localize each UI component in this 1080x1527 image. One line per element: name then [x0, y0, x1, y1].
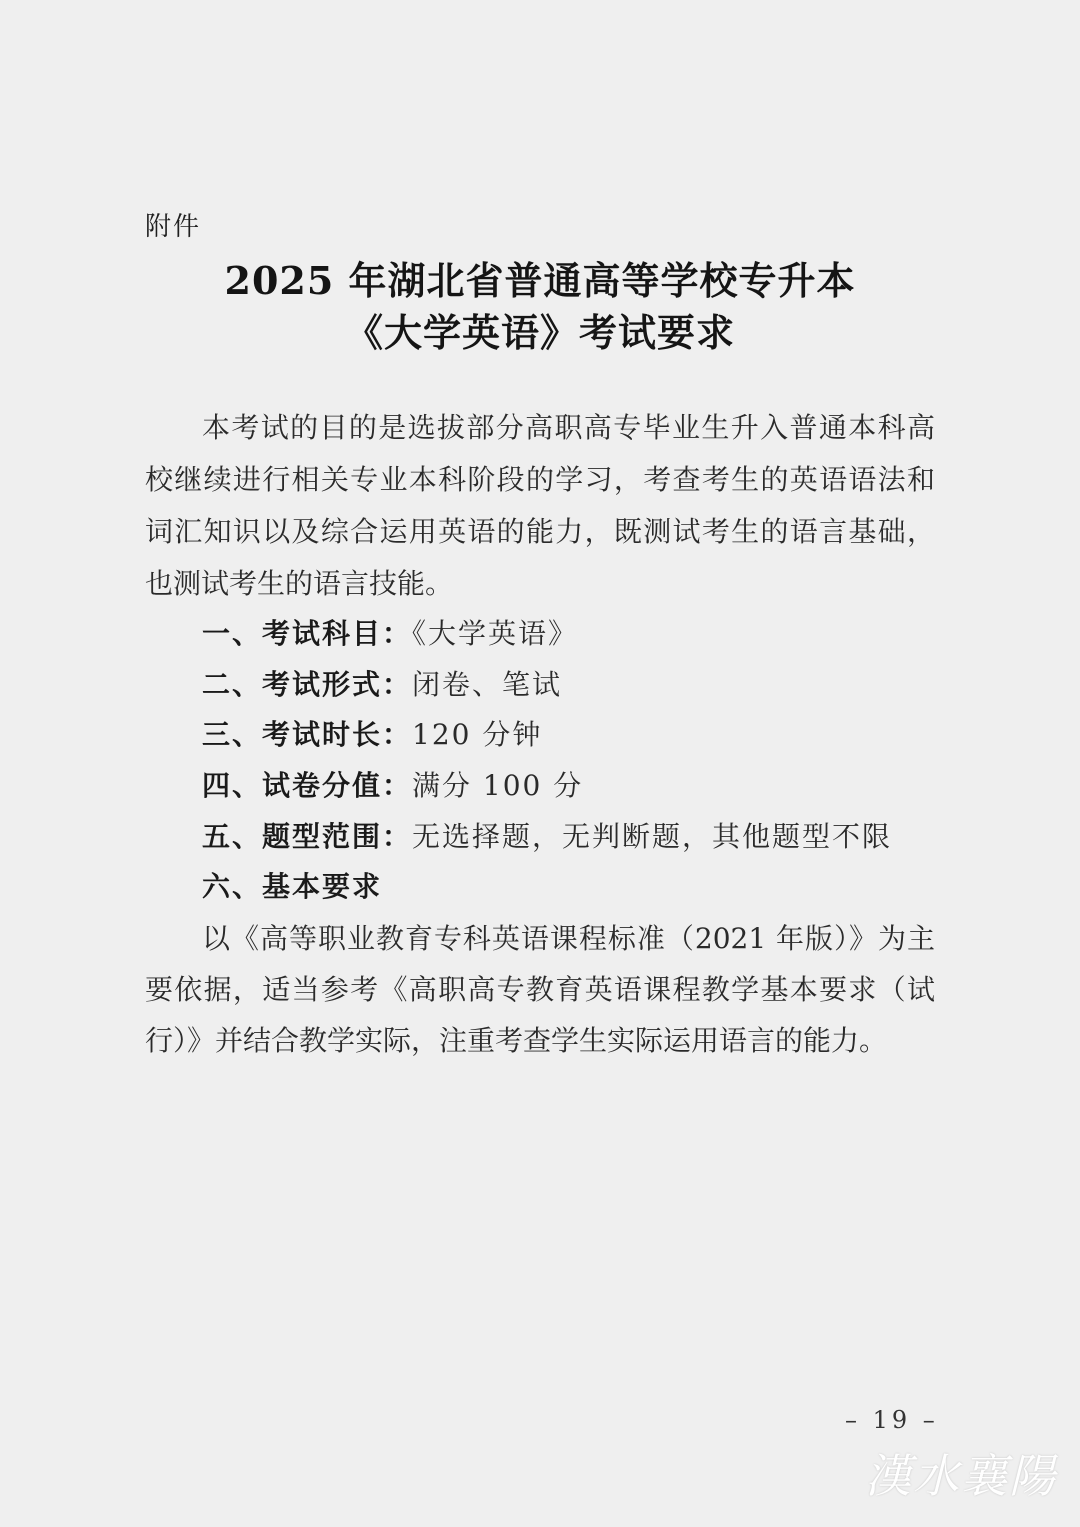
document-title-line-1: 2025 年湖北省普通高等学校专升本	[224, 258, 856, 303]
item-value: 满分 100 分	[412, 769, 584, 802]
item-value: 无选择题，无判断题，其他题型不限	[412, 820, 893, 853]
item-label: 一、考试科目：	[202, 617, 413, 650]
requirement-item-subject	[202, 616, 578, 652]
item-label: 四、试卷分值：	[202, 769, 413, 802]
item-label: 三、考试时长：	[202, 718, 413, 751]
intro-paragraph-line: 词汇知识以及综合运用英语的能力，既测试考生的语言基础，	[145, 515, 935, 548]
intro-paragraph-line: 也测试考生的语言技能。	[145, 567, 454, 600]
attachment-label: 附件	[145, 212, 202, 242]
requirement-item-duration	[202, 717, 542, 753]
item-value: 120 分钟	[412, 718, 543, 751]
watermark-text: 漢水襄陽	[865, 1449, 1057, 1503]
requirement-item-score	[202, 768, 583, 804]
item-label: 五、题型范围：	[202, 820, 413, 853]
watermark-logo	[865, 1440, 1057, 1503]
requirement-item-format	[202, 667, 562, 703]
document-title-line-2: 《大学英语》考试要求	[344, 310, 735, 355]
requirement-item-basic	[202, 869, 382, 905]
intro-paragraph-line: 本考试的目的是选拔部分高职高专毕业生升入普通本科高	[202, 411, 935, 444]
requirement-paragraph-line: 以《高等职业教育专科英语课程标准（2021 年版）》为主	[202, 922, 935, 955]
item-label: 六、基本要求	[202, 870, 383, 903]
requirement-paragraph-line: 要依据，适当参考《高职高专教育英语课程教学基本要求（试	[145, 973, 935, 1006]
requirement-item-question-types	[202, 819, 892, 855]
intro-paragraph-line: 校继续进行相关专业本科阶段的学习，考查考生的英语语法和	[145, 463, 935, 496]
item-value: 《大学英语》	[412, 617, 579, 650]
item-label: 二、考试形式：	[202, 668, 413, 701]
item-value: 闭卷、笔试	[412, 668, 563, 701]
page-number: – 19 –	[845, 1406, 939, 1434]
requirement-paragraph-line: 行）》并结合教学实际，注重考查学生实际运用语言的能力。	[145, 1024, 888, 1057]
